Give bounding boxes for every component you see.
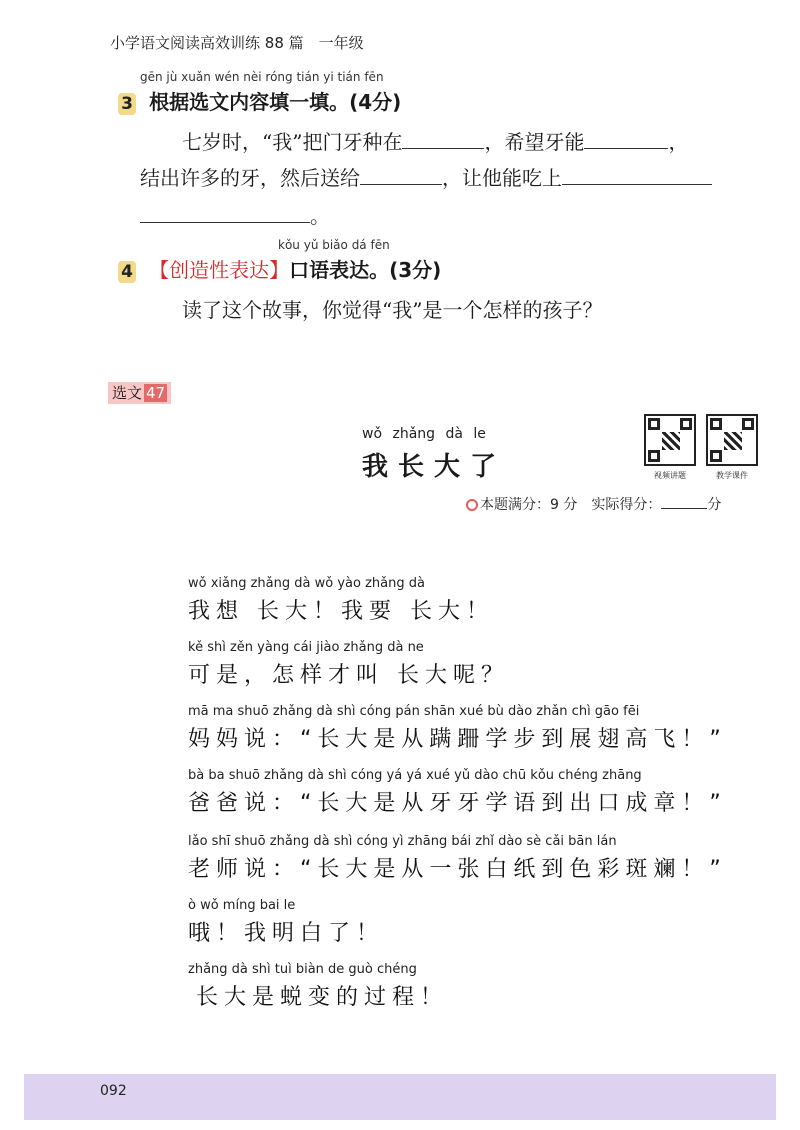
poem-line: 妈妈说：“长大是从蹒跚学步到展翅高飞！” [188,727,727,752]
question-title: 根据选文内容填一填。(4分) [149,90,402,114]
page-footer-band [24,1074,776,1120]
answer-blank[interactable] [402,130,484,149]
answer-blank[interactable] [360,166,442,185]
poem-line: 老师说：“长大是从一张白纸到色彩斑斓！” [188,857,727,882]
q3-line-2: 结出许多的牙，然后送给 ，让他能吃上 [140,162,712,191]
poem-line: 长大是蜕变的过程！ [196,985,449,1010]
q4-prompt: 读了这个故事，你觉得“我”是一个怎样的孩子？ [182,298,603,322]
video-qr-label: 视频讲题 [654,471,686,480]
poem-pinyin: wǒ xiǎng zhǎng dà wǒ yào zhǎng dà [188,576,425,591]
courseware-qr-label: 教学课件 [716,471,748,480]
poem-pinyin: ò wǒ míng bai le [188,898,296,913]
answer-blank[interactable] [562,166,712,185]
poem-line: 爸爸说：“长大是从牙牙学语到出口成章！” [188,791,727,816]
book-header: 小学语文阅读高效训练 88 篇 一年级 [110,34,364,52]
clock-icon [466,499,478,511]
question-3 [118,86,401,115]
answer-blank[interactable] [140,204,310,223]
article-title: 我长大了 [362,452,507,482]
question-4 [118,254,441,283]
question-title: 口语表达。(3分) [289,258,442,282]
q3-pinyin: gēn jù xuǎn wén nèi róng tián yi tián fēn [140,70,384,84]
courseware-qr-code[interactable] [706,414,758,466]
creative-expression-tag: 【创造性表达】 [149,258,290,282]
question-number: 4 [118,261,136,283]
poem-pinyin: zhǎng dà shì tuì biàn de guò chéng [188,962,417,977]
poem-line: 我想 长大！我要 长大！ [188,599,494,624]
title-pinyin: wǒ zhǎng dà le [362,426,486,442]
poem-pinyin: kě shì zěn yàng cái jiào zhǎng dà ne [188,640,424,655]
selection-badge: 选文 47 [108,382,171,404]
answer-blank[interactable] [584,130,668,149]
q3-line-1: 七岁时，“我”把门牙种在 ，希望牙能 ， [182,130,689,154]
poem-pinyin: bà ba shuō zhǎng dà shì cóng yá yá xué yǔ dào chū kǒu chéng zhāng [188,768,642,783]
page-number: 092 [100,1083,127,1099]
poem-line: 可是，怎样才叫 长大呢？ [188,663,509,688]
q4-pinyin: kǒu yǔ biǎo dá fēn [278,238,390,252]
poem-pinyin: mā ma shuō zhǎng dà shì cóng pán shān xué bù dào zhǎn chì gāo fēi [188,704,640,719]
q3-line-3: 。 [140,200,330,229]
score-line: 本题满分：9 分 实际得分： 分 [466,494,721,514]
poem-pinyin: lǎo shī shuō zhǎng dà shì cóng yì zhāng bái zhǐ dào sè cǎi bān lán [188,834,617,849]
poem-line: 哦！我明白了！ [188,921,385,946]
video-qr-code[interactable] [644,414,696,466]
score-blank[interactable] [661,494,707,509]
question-number: 3 [118,93,136,115]
